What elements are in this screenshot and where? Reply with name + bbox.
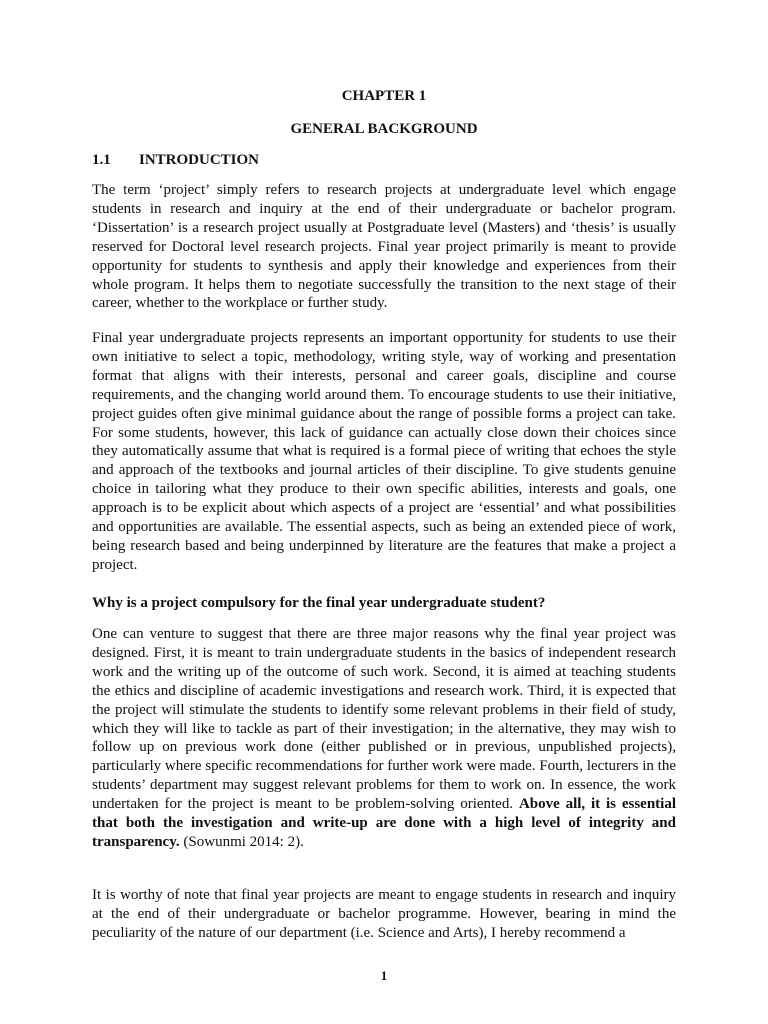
section-heading bbox=[92, 151, 259, 170]
chapter-number: CHAPTER 1 bbox=[341, 88, 427, 104]
intro-paragraph: The term ‘project’ simply refers to research projects at undergraduate level which engage students in research and inquiry at the end of their undergraduate or bachelor program. ‘Dissertation’ is a research project usually at Postgraduate level (Masters) and ‘thesis’ is usually reserved for Doctoral level research projects. Final year project primarily is meant to provide opportunity for students to synthesis and apply their knowledge and experiences from their whole program. It helps them to negotiate successfully the transition to the next stage of their career, whether to the workplace or further study. bbox=[92, 182, 676, 312]
integrity-statement: Above all, it is essential that both the investigation and write-up are done with a high level of integrity and transparency. bbox=[92, 796, 677, 850]
section-title: INTRODUCTION bbox=[139, 152, 260, 168]
projects-paragraph: Final year undergraduate projects represents an important opportunity for students to use their own initiative to select a topic, methodology, writing style, way of working and presentation format that aligns with their interests, personal and career goals, discipline and course requirements, and the changing world around them. To encourage students to use their initiative, project guides often give minimal guidance about the range of possible forms a project can take. For some students, however, this lack of guidance can actually close down their choices since they automatically assume that what is required is a formal piece of writing that echoes the style and approach of the textbooks and journal articles of their discipline. To give students genuine choice in tailoring what they produce to their own specific abilities, interests and goals, one approach is to be explicit about which aspects of a project are ‘essential’ and what possibilities and opportunities are available. The essential aspects, such as being an extended piece of work, being research based and being underpinned by literature are the features that make a project a project. bbox=[92, 330, 676, 573]
question-subheading: Why is a project compulsory for the final year undergraduate student? bbox=[92, 595, 546, 611]
reasons-paragraph bbox=[92, 625, 676, 852]
page-number: 1 bbox=[380, 968, 388, 983]
reasons-text: One can venture to suggest that there are three major reasons why the final year project was designed. First, it is meant to train undergraduate students in the basics of independent research work and the writing up of the outcome of such work. Second, it is aimed at teaching students the ethics and discipline of academic investigations and research work. Third, it is expected that the project will stimulate the students to identify some relevant problems in their field of study, which they will like to tackle as part of their investigation; in the alternative, they may wish to follow up on previous work done (either published or in previous, unpublished projects), particularly where specific recommendations for further work were made. Fourth, lecturers in the students’ department may suggest relevant problems for them to work on. In essence, the work undertaken for the project is meant to be problem-solving oriented. bbox=[92, 626, 676, 813]
recommendation-paragraph: It is worthy of note that final year projects are meant to engage students in research and inquiry at the end of their undergraduate or bachelor programme. However, bearing in mind the peculiarity of the nature of our department (i.e. Science and Arts), I hereby recommend a bbox=[92, 887, 676, 941]
citation: (Sowunmi 2014: 2). bbox=[183, 833, 304, 850]
chapter-title: GENERAL BACKGROUND bbox=[290, 121, 478, 137]
section-number: 1.1 bbox=[92, 152, 111, 168]
document-page bbox=[92, 0, 676, 1024]
